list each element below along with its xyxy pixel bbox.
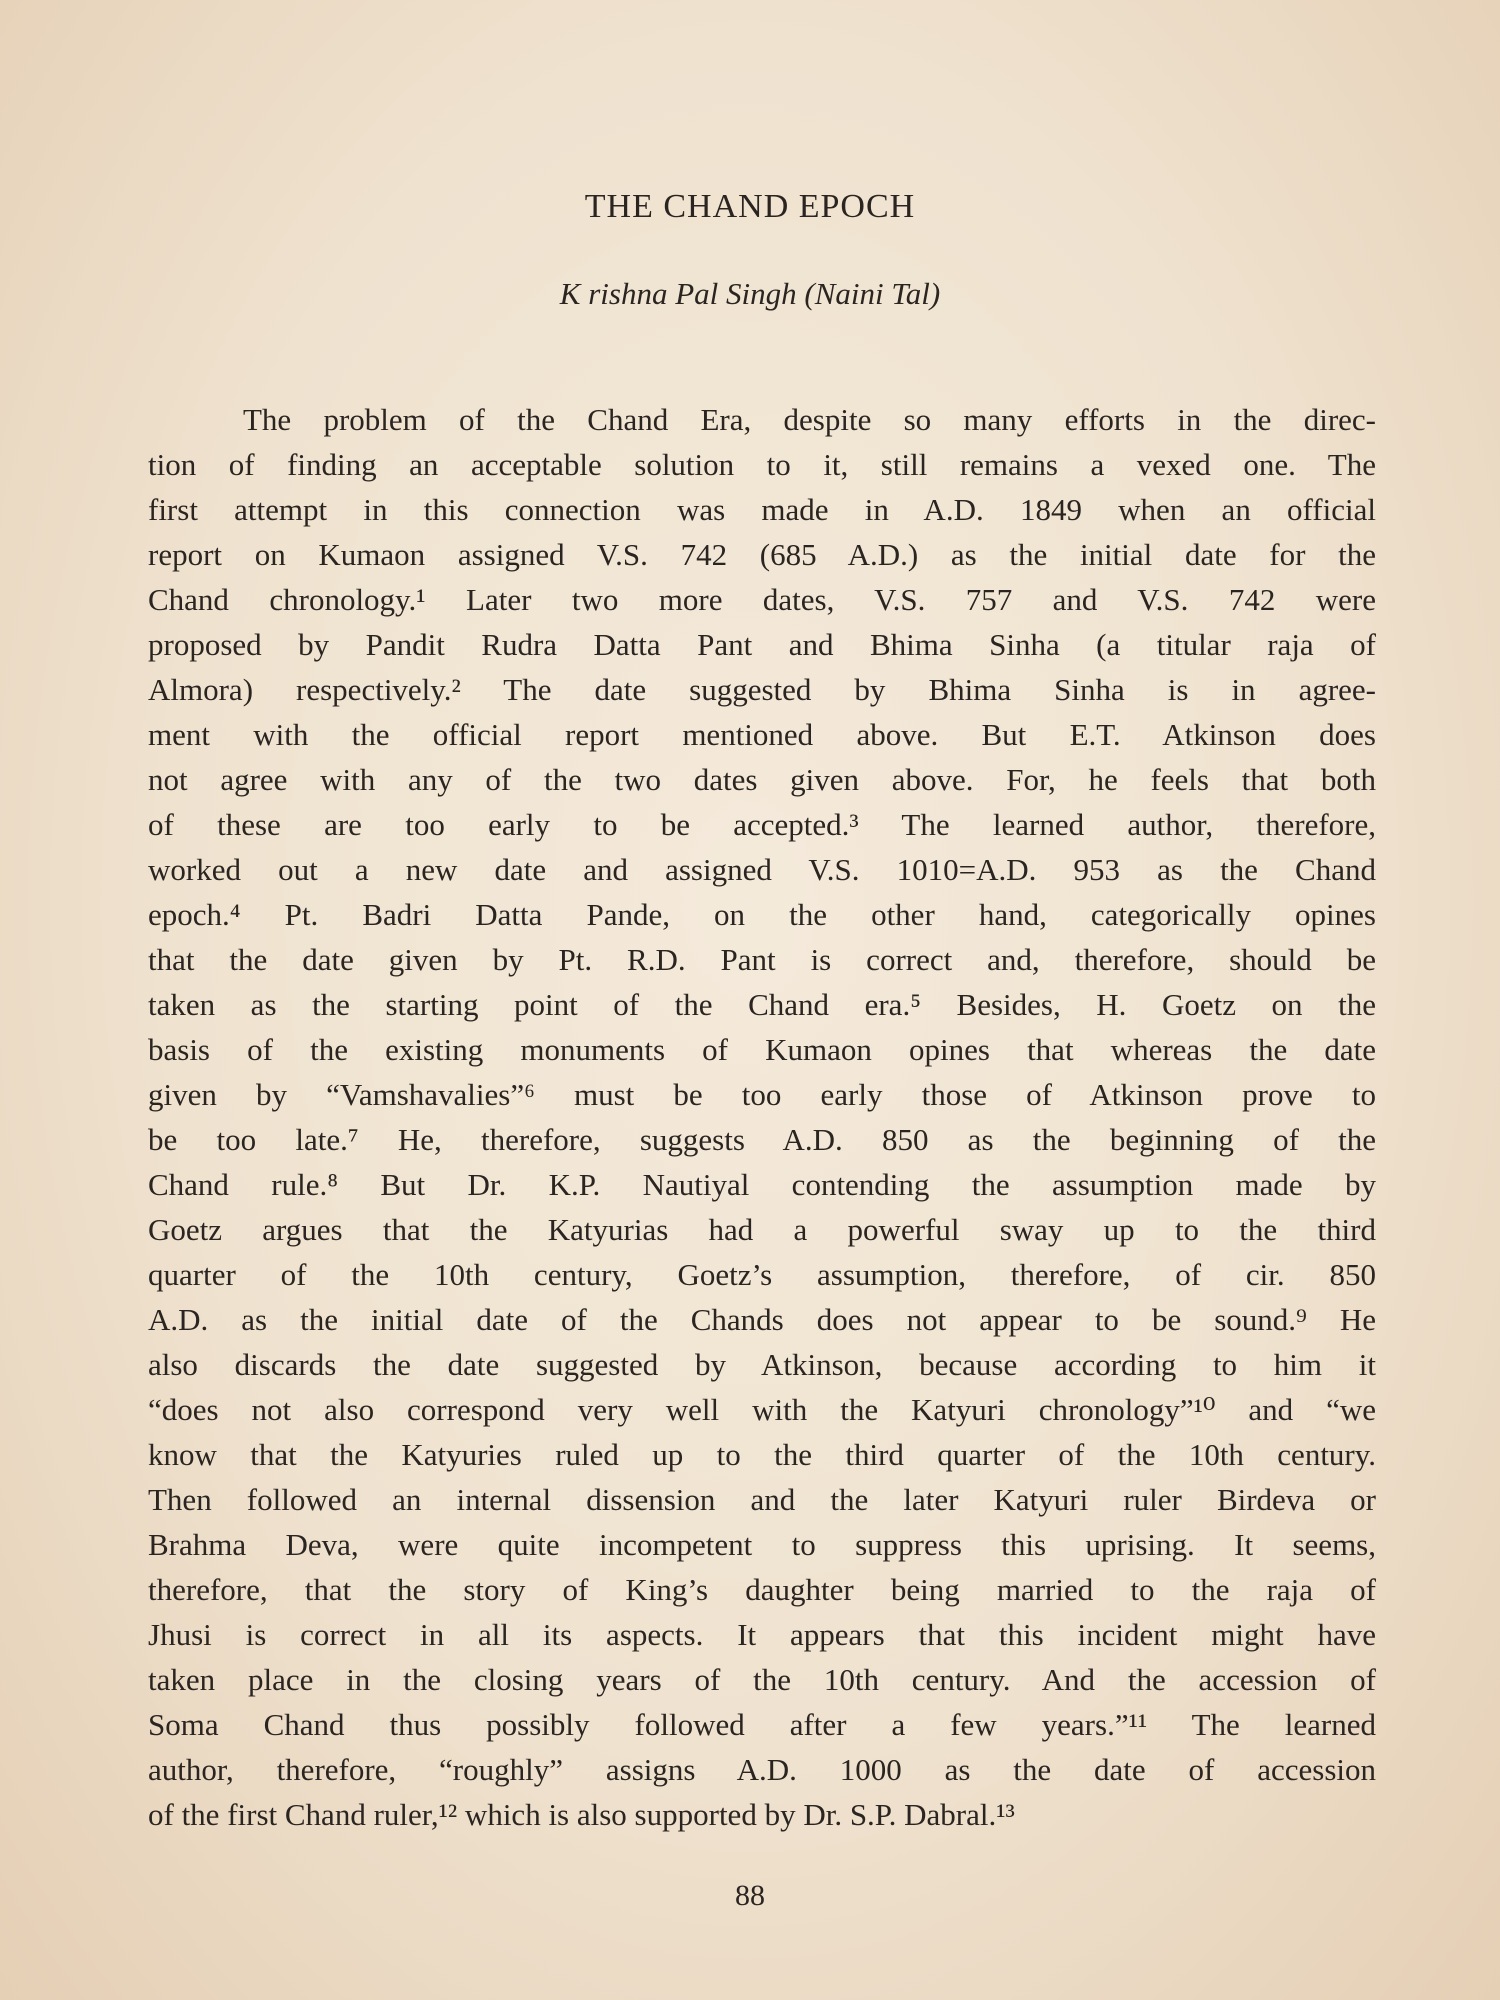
- paragraph-line: Then followed an internal dissension and the later Katyuri ruler Birdeva or: [148, 1482, 1376, 1517]
- paragraph-line: also discards the date suggested by Atkinson, because according to him it: [148, 1347, 1376, 1382]
- body-paragraph: [148, 397, 1376, 1837]
- paragraph-line: Jhusi is correct in all its aspects. It appears that this incident might have: [148, 1617, 1376, 1652]
- paragraph-line: quarter of the 10th century, Goetz’s assumption, therefore, of cir. 850: [148, 1257, 1376, 1292]
- paragraph-line: Brahma Deva, were quite incompetent to suppress this uprising. It seems,: [148, 1527, 1376, 1562]
- paragraph-line: not agree with any of the two dates given above. For, he feels that both: [148, 762, 1376, 797]
- paragraph-line: basis of the existing monuments of Kumaon opines that whereas the date: [148, 1032, 1376, 1067]
- paragraph-line: given by “Vamshavalies”⁶ must be too early those of Atkinson prove to: [148, 1077, 1376, 1112]
- paragraph-line: report on Kumaon assigned V.S. 742 (685 A.D.) as the initial date for the: [148, 537, 1376, 572]
- paragraph-line: Almora) respectively.² The date suggested by Bhima Sinha is in agree-: [148, 672, 1376, 707]
- paragraph-line: know that the Katyuries ruled up to the third quarter of the 10th century.: [148, 1437, 1376, 1472]
- paragraph-line: of the first Chand ruler,¹² which is also supported by Dr. S.P. Dabral.¹³: [148, 1797, 1015, 1832]
- paragraph-line: epoch.⁴ Pt. Badri Datta Pande, on the other hand, categorically opines: [148, 897, 1376, 932]
- paragraph-line: of these are too early to be accepted.³ The learned author, therefore,: [148, 807, 1376, 842]
- paragraph-line: A.D. as the initial date of the Chands does not appear to be sound.⁹ He: [148, 1302, 1376, 1337]
- paragraph-line: first attempt in this connection was made in A.D. 1849 when an official: [148, 492, 1376, 527]
- paragraph-line: Chand rule.⁸ But Dr. K.P. Nautiyal contending the assumption made by: [148, 1167, 1376, 1202]
- paragraph-line: therefore, that the story of King’s daughter being married to the raja of: [148, 1572, 1376, 1607]
- paragraph-line: ment with the official report mentioned above. But E.T. Atkinson does: [148, 717, 1376, 752]
- paragraph-line: tion of finding an acceptable solution to it, still remains a vexed one. The: [148, 447, 1376, 482]
- paragraph-line: Goetz argues that the Katyurias had a powerful sway up to the third: [148, 1212, 1376, 1247]
- page-number: 88: [735, 1879, 765, 1912]
- paragraph-line: Soma Chand thus possibly followed after a few years.”¹¹ The learned: [148, 1707, 1376, 1742]
- paragraph-line: The problem of the Chand Era, despite so many efforts in the direc-: [243, 402, 1376, 437]
- paragraph-line: that the date given by Pt. R.D. Pant is correct and, therefore, should be: [148, 942, 1376, 977]
- paragraph-line: proposed by Pandit Rudra Datta Pant and Bhima Sinha (a titular raja of: [148, 627, 1376, 662]
- paragraph-line: “does not also correspond very well with the Katyuri chronology”¹⁰ and “we: [148, 1392, 1376, 1427]
- article-author: K rishna Pal Singh (Naini Tal): [559, 276, 941, 311]
- article-title: THE CHAND EPOCH: [584, 188, 916, 225]
- paragraph-line: author, therefore, “roughly” assigns A.D. 1000 as the date of accession: [148, 1752, 1376, 1787]
- paragraph-line: taken place in the closing years of the 10th century. And the accession of: [148, 1662, 1376, 1697]
- paragraph-line: taken as the starting point of the Chand era.⁵ Besides, H. Goetz on the: [148, 987, 1376, 1022]
- paragraph-line: Chand chronology.¹ Later two more dates, V.S. 757 and V.S. 742 were: [148, 582, 1376, 617]
- paragraph-line: worked out a new date and assigned V.S. 1010=A.D. 953 as the Chand: [148, 852, 1376, 887]
- paragraph-line: be too late.⁷ He, therefore, suggests A.D. 850 as the beginning of the: [148, 1122, 1376, 1157]
